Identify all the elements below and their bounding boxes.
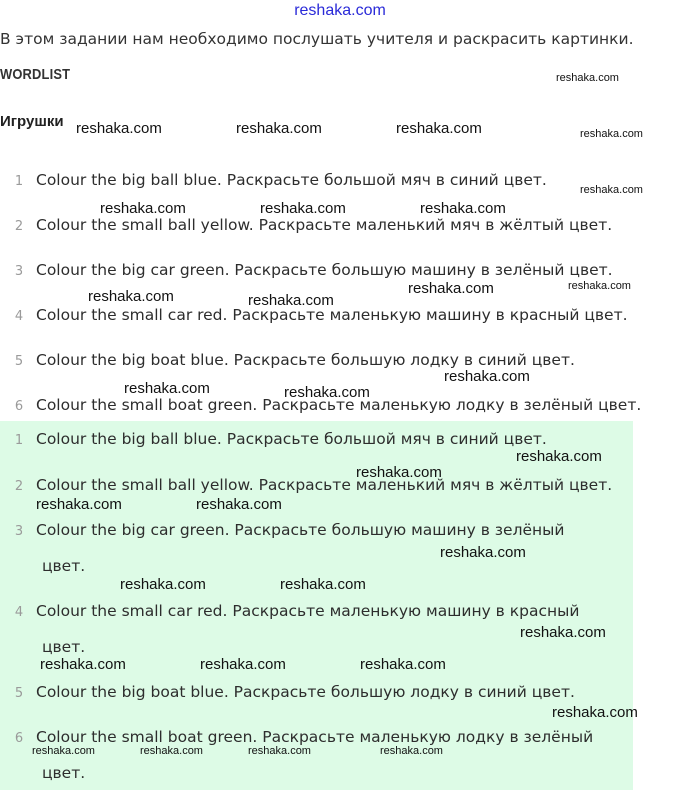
- item-text: Colour the big ball blue. Раскрасьте большой мяч в синий цвет.: [36, 430, 547, 448]
- watermark: reshaka.com: [360, 656, 446, 673]
- watermark: reshaka.com: [248, 745, 311, 757]
- item-number: 6: [14, 731, 24, 746]
- item-text: Colour the small boat green. Раскрасьте маленькую лодку в зелёный цвет.: [36, 396, 642, 414]
- watermark: reshaka.com: [556, 72, 619, 84]
- watermark: reshaka.com: [100, 200, 186, 217]
- watermark: reshaka.com: [568, 280, 631, 292]
- wordlist-heading: WORDLIST: [0, 66, 71, 83]
- item-text: Colour the small ball yellow. Раскрасьте маленький мяч в жёлтый цвет.: [36, 216, 613, 234]
- item-text-continued: цвет.: [42, 557, 86, 575]
- watermark: reshaka.com: [580, 184, 643, 196]
- watermark: reshaka.com: [40, 656, 126, 673]
- item-number: 4: [14, 309, 24, 324]
- watermark: reshaka.com: [120, 576, 206, 593]
- item-number: 5: [14, 686, 24, 701]
- watermark: reshaka.com: [420, 200, 506, 217]
- watermark: reshaka.com: [444, 368, 530, 385]
- item-number: 3: [14, 524, 24, 539]
- watermark: reshaka.com: [552, 704, 638, 721]
- intro-text: В этом задании нам необходимо послушать учителя и раскрасить картинки.: [0, 30, 634, 48]
- watermark: reshaka.com: [516, 448, 602, 465]
- item-text: Colour the big car green. Раскрасьте большую машину в зелёный цвет.: [36, 261, 613, 279]
- category-heading: Игрушки: [0, 113, 64, 130]
- watermark: reshaka.com: [200, 656, 286, 673]
- site-header-link[interactable]: reshaka.com: [294, 2, 386, 19]
- watermark: reshaka.com: [32, 745, 95, 757]
- item-number: 2: [14, 219, 24, 234]
- item-number: 1: [14, 174, 24, 189]
- watermark: reshaka.com: [580, 128, 643, 140]
- watermark: reshaka.com: [440, 544, 526, 561]
- watermark: reshaka.com: [408, 280, 494, 297]
- watermark: reshaka.com: [140, 745, 203, 757]
- item-number: 5: [14, 354, 24, 369]
- item-text: Colour the big ball blue. Раскрасьте большой мяч в синий цвет.: [36, 171, 547, 189]
- item-text: Colour the small car red. Раскрасьте маленькую машину в красный: [36, 602, 580, 620]
- watermark: reshaka.com: [356, 464, 442, 481]
- watermark: reshaka.com: [396, 120, 482, 137]
- item-number: 2: [14, 479, 24, 494]
- watermark: reshaka.com: [76, 120, 162, 137]
- item-text: Colour the small ball yellow. Раскрасьте маленький мяч в жёлтый цвет.: [36, 476, 613, 494]
- watermark: reshaka.com: [380, 745, 443, 757]
- item-text: Colour the big car green. Раскрасьте большую машину в зелёный: [36, 521, 565, 539]
- item-number: 1: [14, 433, 24, 448]
- watermark: reshaka.com: [196, 496, 282, 513]
- watermark: reshaka.com: [36, 496, 122, 513]
- item-number: 6: [14, 399, 24, 414]
- watermark: reshaka.com: [284, 384, 370, 401]
- watermark: reshaka.com: [520, 624, 606, 641]
- watermark: reshaka.com: [236, 120, 322, 137]
- item-number: 4: [14, 605, 24, 620]
- item-text: Colour the big boat blue. Раскрасьте большую лодку в синий цвет.: [36, 351, 575, 369]
- item-text-continued: цвет.: [42, 638, 86, 656]
- watermark: reshaka.com: [280, 576, 366, 593]
- item-text-continued: цвет.: [42, 764, 86, 782]
- watermark: reshaka.com: [248, 292, 334, 309]
- item-text: Colour the big boat blue. Раскрасьте большую лодку в синий цвет.: [36, 683, 575, 701]
- watermark: reshaka.com: [88, 288, 174, 305]
- watermark: reshaka.com: [124, 380, 210, 397]
- item-text: Colour the small boat green. Раскрасьте маленькую лодку в зелёный: [36, 728, 594, 746]
- item-text: Colour the small car red. Раскрасьте маленькую машину в красный цвет.: [36, 306, 628, 324]
- watermark: reshaka.com: [260, 200, 346, 217]
- item-number: 3: [14, 264, 24, 279]
